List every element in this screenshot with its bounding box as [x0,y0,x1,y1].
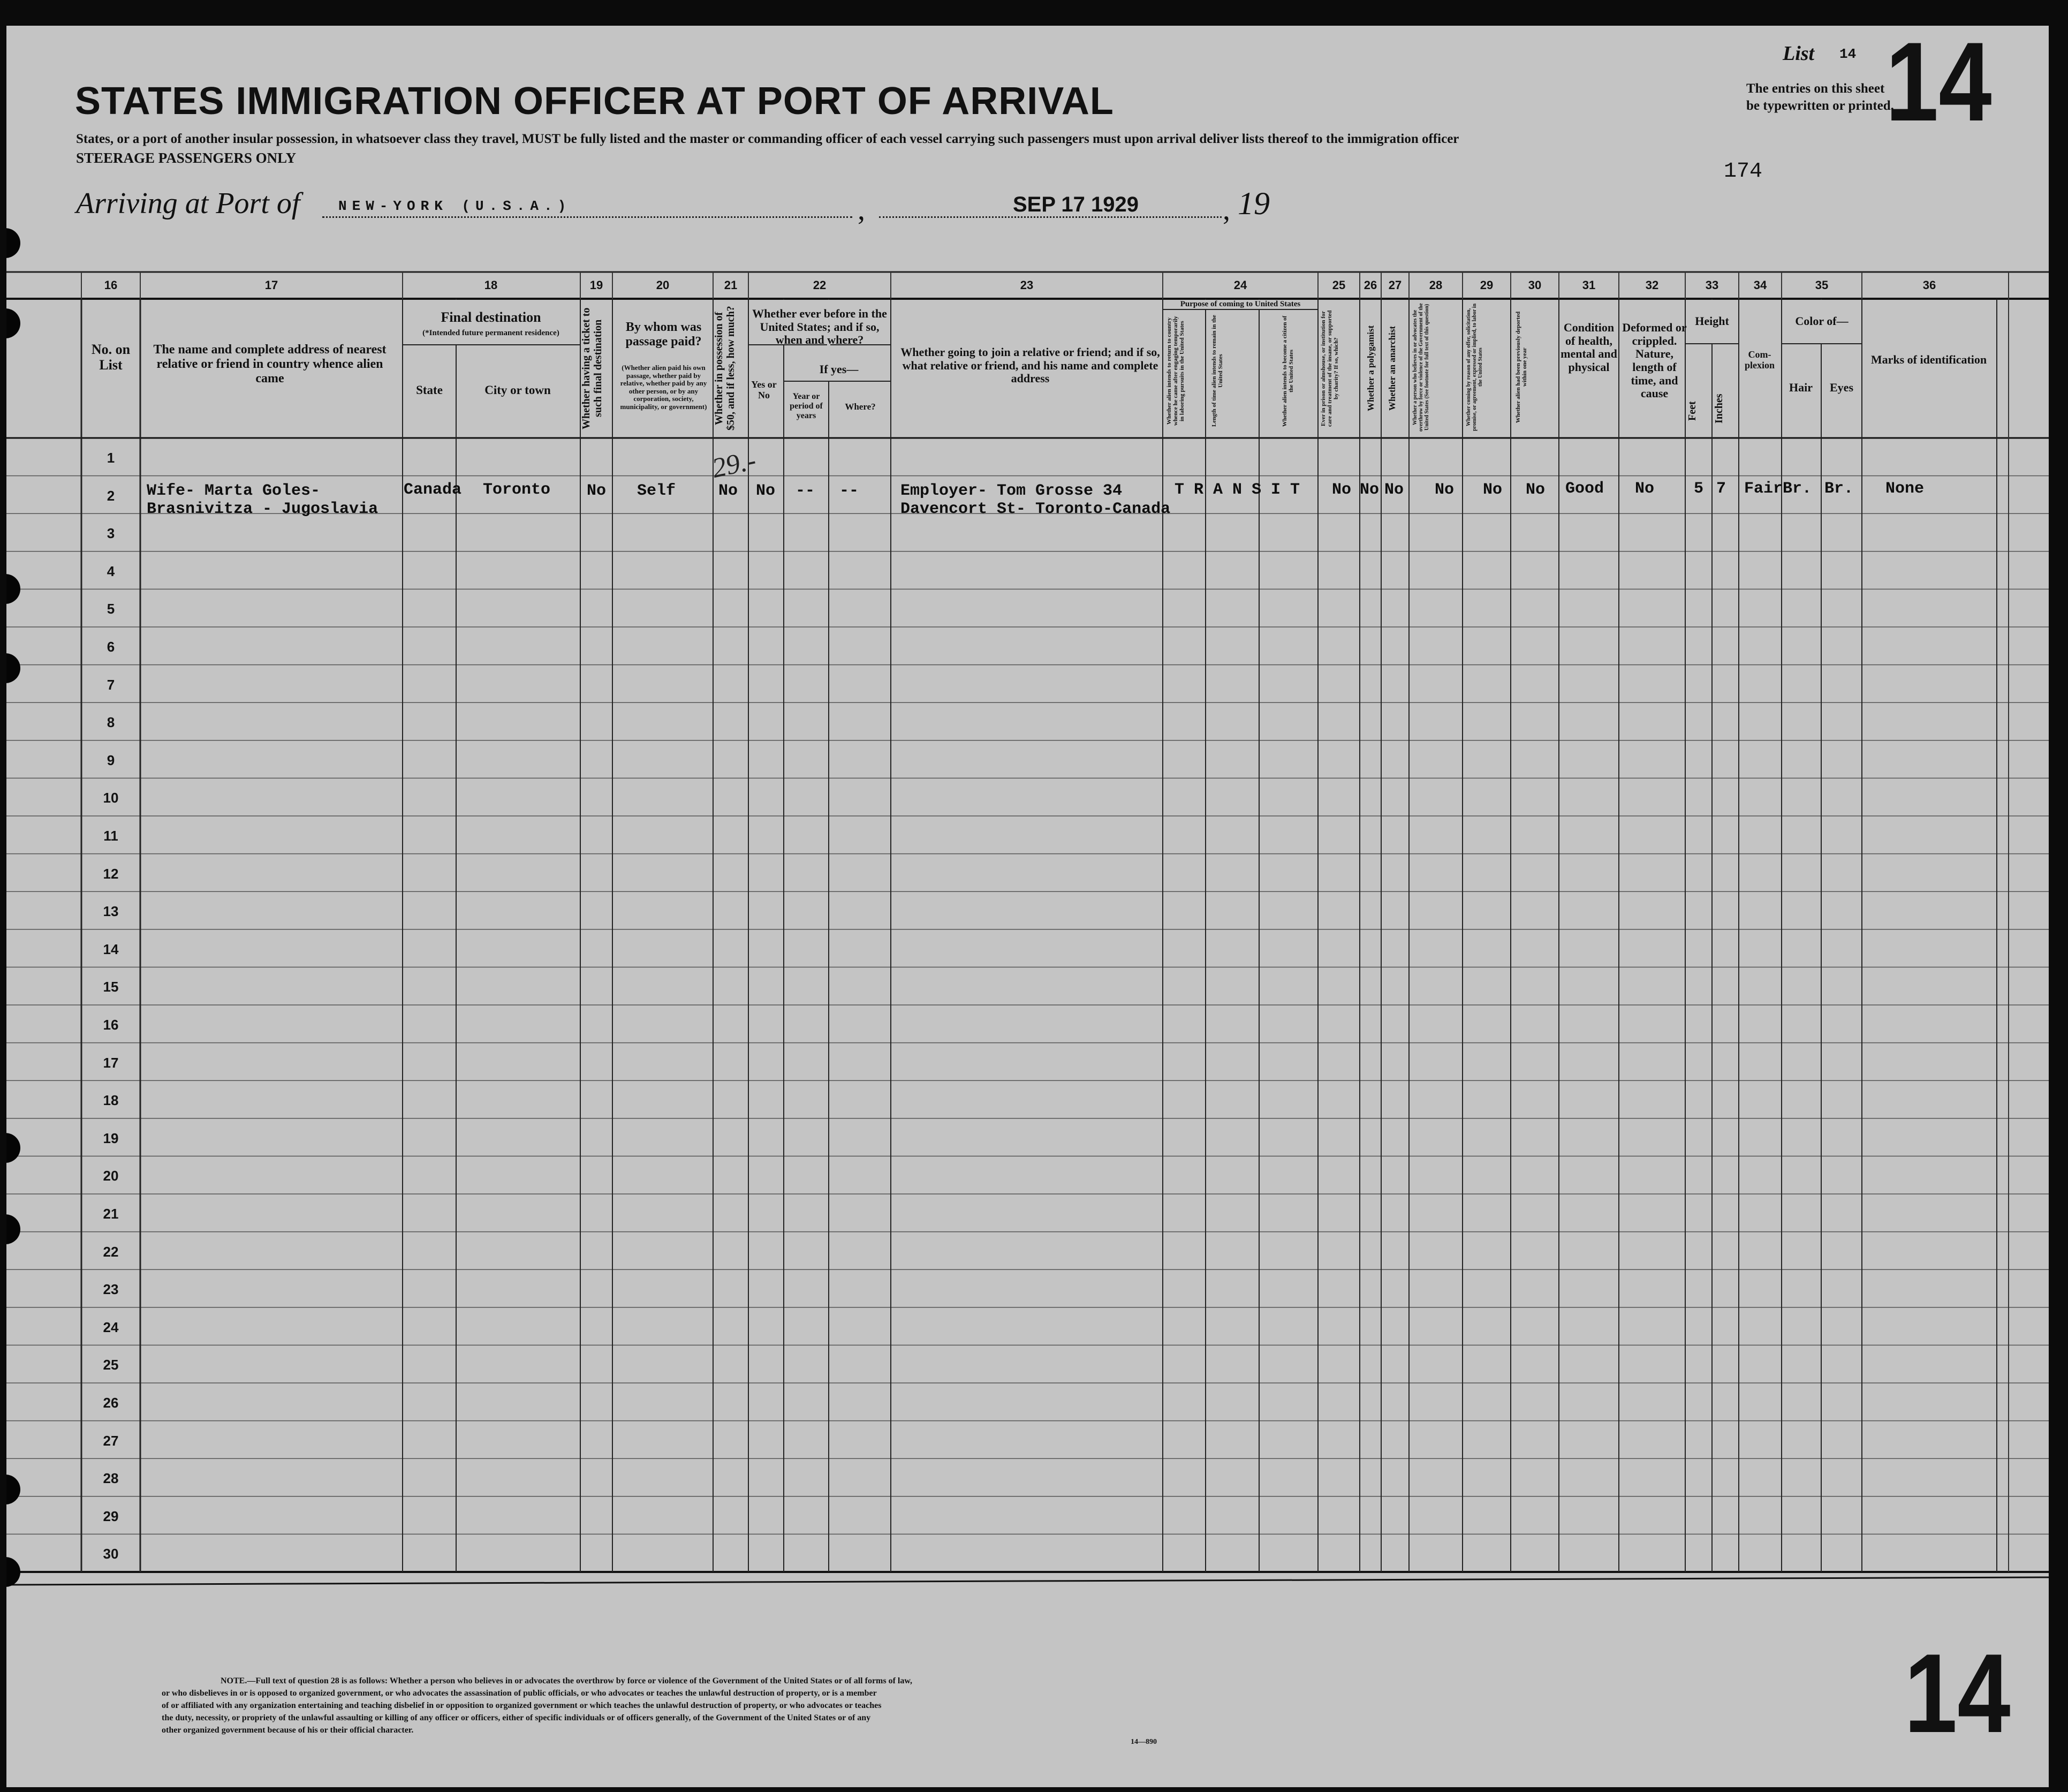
header-height: Height [1695,314,1729,328]
column-number: 19 [589,278,603,292]
row-number: 29 [103,1508,119,1524]
footnote-line-4: the duty, necessity, or propriety of the unlawful assaulting or killing of any officer or officers, either of specific individuals or of officers generally, of the Government of the United States or of any [162,1713,871,1722]
row-number: 8 [107,714,115,731]
footnote-line-3: of or affiliated with any organization entertaining and teaching disbelief in or opposition to organized government or which teaches the unlawful destruction of property, or who advocates or teaches [162,1701,882,1710]
header-purpose-b: Length of time alien intends to remain in the United States [1211,315,1224,427]
entry-money-handwritten: 29.- [709,445,759,484]
entry-prison: No [1332,481,1352,499]
row-number: 12 [103,865,119,882]
header-no-on-list: No. on List [91,342,131,373]
row-number: 2 [107,487,115,504]
column-number: 26 [1363,278,1377,292]
arriving-label: Arriving at Port of [76,187,300,220]
year-prefix: 19 [1238,186,1270,221]
header-offer: Whether coming by reason of any offer, solicitation, promise, or agreement, expressed or implied, to labor in the United States [1466,303,1483,432]
header-deported: Whether alien had been previously deported within one year [1515,311,1528,424]
entry-join-line2: Davencort St- Toronto-Canada [900,500,1171,518]
form-number: 14—890 [1131,1738,1157,1746]
row-number: 14 [103,941,119,957]
row-number: 18 [103,1092,119,1109]
column-number: 28 [1429,278,1443,292]
header-deformed: Deformed or crippled. Nature, length of time, and cause [1622,321,1687,400]
row-number: 7 [107,676,115,693]
footnote [162,1675,1211,1736]
page-number: 174 [1724,160,1763,184]
row-number: 10 [103,790,119,806]
date-stamp: SEP 17 1929 [1013,193,1139,216]
entry-years: -- [796,482,815,500]
entry-before-in-us: No [756,482,776,500]
header-year: Year or period of years [790,392,823,420]
footnote-line-2: or who disbelieves in or is opposed to organized government, or who advocates the assassination of public officials, or who advocates or teaches the unlawful destruction of property, or is a member [162,1689,877,1698]
header-health: Condition of health, mental and physical [1561,321,1617,374]
row-number: 20 [103,1168,119,1184]
column-number: 27 [1388,278,1402,292]
comma-1: , [858,193,865,226]
entry-marks: None [1885,480,1925,498]
header-complexion: Com-plexion [1744,349,1775,371]
header-purpose-a: Whether alien intends to return to country whence he came after engaging temporarily in laboring pursuits in the United States [1166,316,1186,426]
port-value: NEW-YORK (U.S.A.) [338,198,572,214]
row-number: 1 [107,450,115,466]
header-color-of: Color of— [1795,314,1849,328]
entries-note-2: be typewritten or printed. [1746,99,1894,113]
row-number: 21 [103,1206,119,1222]
header-relative: The name and complete address of nearest relative or friend in country whence alien came [153,343,387,385]
bottom-list-number: 14 [1904,1630,2011,1756]
entry-anarchist: No [1384,481,1404,499]
entry-hair: Br. [1783,480,1812,498]
entry-city: Toronto [483,481,551,499]
row-number: 4 [107,563,115,579]
header-city: City or town [484,383,551,397]
header-where: Where? [845,402,876,412]
list-number-typed: 14 [1839,46,1857,62]
footnote-line-5: other organized government because of his or their official character. [162,1726,414,1735]
column-number: 35 [1815,278,1829,292]
entry-complexion: Fair [1744,480,1783,498]
column-number: 25 [1332,278,1346,292]
header-ticket: Whether having a ticket to such final destination [580,307,604,429]
header-passage-paid: By whom was passage paid? [625,320,702,349]
row-number: 25 [103,1357,119,1373]
entry-state: Canada [404,481,462,499]
header-purpose: Purpose of coming to United States [1180,300,1301,308]
column-number: 30 [1528,278,1542,292]
header-final-destination: Final destination [441,309,541,325]
entry-inches: 7 [1716,480,1726,498]
column-number: 21 [724,278,738,292]
entry-where: -- [839,482,859,500]
row-number: 11 [103,828,118,844]
header-marks: Marks of identification [1870,353,1987,366]
footnote-line-1: NOTE.—Full text of question 28 is as follows: Whether a person who believes in or advocates the overthrow by force or violence of the Government of the United States or of all forms of law, [221,1676,913,1685]
row-number: 22 [103,1243,119,1260]
entry-polygamist: No [1360,481,1380,499]
row-number: 16 [103,1017,119,1033]
class-line: STEERAGE PASSENGERS ONLY [76,150,297,166]
column-number: 32 [1645,278,1659,292]
row-number: 27 [103,1432,119,1449]
header-purpose-c: Whether alien intends to become a citizen of the United States [1282,315,1295,427]
entry-relative-line1: Wife- Marta Goles- [147,482,321,500]
header-join: Whether going to join a relative or friend; and if so, what relative or friend, and his name and complete address [900,345,1160,385]
entry-join-line1: Employer- Tom Grosse 34 [900,482,1123,500]
port-underline [322,216,852,218]
header-before-yes-no: Yes or No [751,379,777,401]
page-title: STATES IMMIGRATION OFFICER AT PORT OF ARRIVAL [75,80,1114,123]
column-number: 16 [104,278,118,292]
entry-overthrow: No [1435,481,1455,499]
header-hair: Hair [1789,381,1813,394]
header-overthrow: Whether a person who believes in or advocates the overthrow by force or violence of the Government of the United States (See footnote for full text of this question) [1412,303,1430,432]
row-number: 24 [103,1319,119,1335]
entry-eyes: Br. [1824,480,1854,498]
header-before-in-us: Whether ever before in the United States; and if so, when and where? [752,307,887,347]
entry-health: Good [1565,480,1604,498]
entries-note-1: The entries on this sheet [1746,81,1885,96]
column-number: 36 [1922,278,1936,292]
header-final-destination-sub: (*Intended future permanent residence) [422,329,559,337]
header-polygamist: Whether a polygamist [1366,325,1376,412]
column-number: 34 [1753,278,1767,292]
column-number: 33 [1705,278,1719,292]
entry-ticket: No [587,482,607,500]
column-number: 18 [484,278,498,292]
row-number: 26 [103,1395,119,1411]
header-if-yes: If yes— [819,362,859,376]
row-number: 3 [107,525,115,542]
entry-deformed: No [1635,480,1655,498]
column-number: 17 [264,278,278,292]
row-number: 9 [107,752,115,768]
comma-2: , [1223,193,1230,226]
column-number: 31 [1582,278,1596,292]
entry-feet: 5 [1694,480,1704,498]
entry-deported: No [1526,481,1546,499]
row-number: 13 [103,903,119,920]
row-number: 15 [103,979,119,995]
row-number: 23 [103,1281,119,1298]
manifest-sheet [6,26,2049,1787]
table-bottom-rule-2 [6,1577,2049,1585]
column-number: 22 [813,278,827,292]
entry-purpose: T R A N S I T [1175,481,1300,499]
list-label: List [1783,42,1815,65]
column-number: 23 [1020,278,1034,292]
header-state: State [416,383,443,397]
list-number-handwritten: 14 [1885,26,1992,145]
entry-passage-paid: Self [637,482,676,500]
header-money: Whether in possession of $50, and if less, how much? [713,306,737,431]
row-number: 17 [103,1054,119,1071]
header-inches: Inches [1713,394,1725,424]
header-anarchist: Whether an anarchist [1387,326,1397,411]
entry-relative-line2: Brasnivitza - Jugoslavia [147,500,378,518]
row-number: 19 [103,1130,119,1146]
header-prison: Ever in prison or almshouse, or institution for care and treatment of the insane, or supported by charity? If so, which? [1320,310,1340,427]
entry-offer: No [1483,481,1503,499]
header-feet: Feet [1686,401,1698,421]
header-eyes: Eyes [1830,381,1853,394]
row-number: 6 [107,639,115,655]
row-number: 5 [107,601,115,617]
column-number: 29 [1480,278,1494,292]
column-number: 24 [1233,278,1247,292]
page-subtitle: States, or a port of another insular possession, in whatsoever class they travel, MUST be fully listed and the master or commanding officer of each vessel carrying such passengers must upon arrival deliver lists thereof to the immigration officer [76,132,1459,146]
column-number: 20 [656,278,670,292]
entry-money: No [718,482,738,500]
header-passage-paid-sub: (Whether alien paid his own passage, whether paid by relative, whether paid by any other person, or by any corporation, society, municipality, or government) [620,364,707,411]
row-number: 30 [103,1546,119,1562]
row-number: 28 [103,1470,119,1487]
